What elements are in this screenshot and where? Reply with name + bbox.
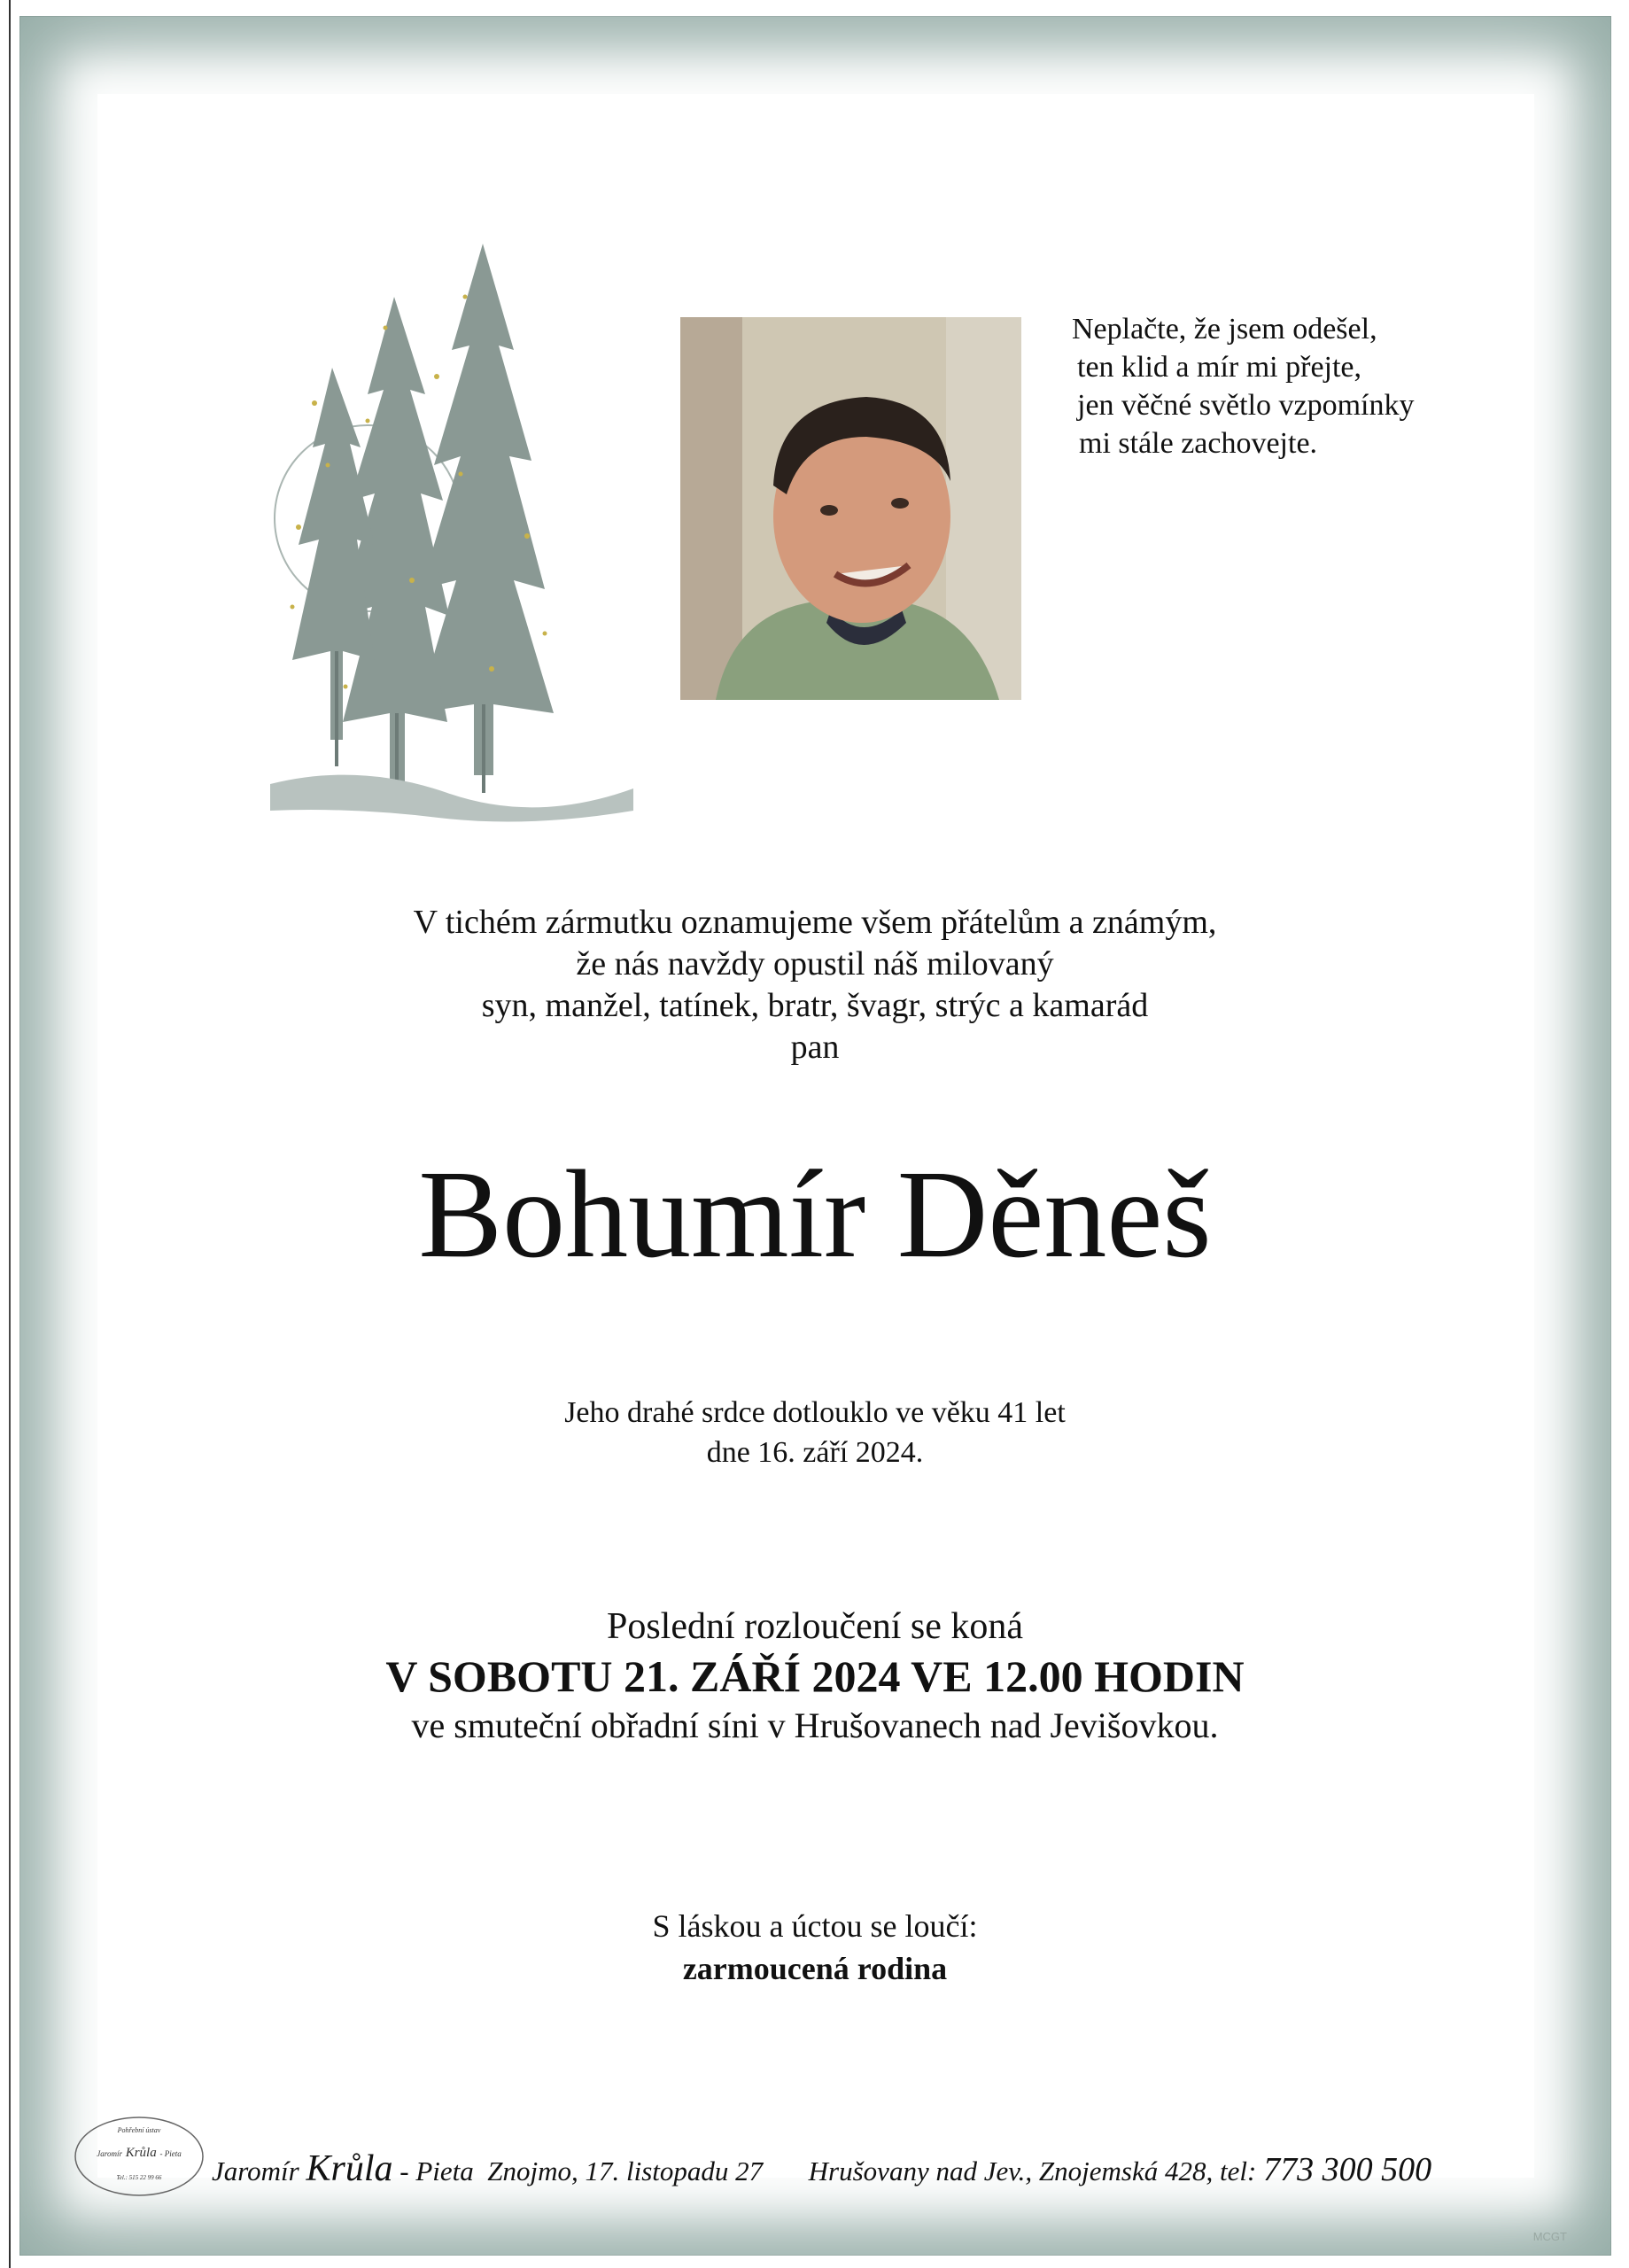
- funeral-info: [221, 1604, 1408, 1749]
- corner-code: MCGT: [1532, 2230, 1567, 2243]
- death-date-line: dne 16. září 2024.: [706, 1436, 924, 1469]
- deceased-name: Bohumír Děneš: [418, 1144, 1212, 1284]
- company-phone: 773 300 500: [1263, 2151, 1432, 2188]
- announcement-line: pan: [790, 1029, 840, 1066]
- announcement-line: V tichém zármutku oznamujeme všem přátelům a známým,: [413, 904, 1217, 941]
- announcement-line: syn, manžel, tatínek, bratr, švagr, strýc a kamarád: [481, 987, 1149, 1024]
- death-age-line: Jeho drahé srdce dotlouklo ve věku 41 let: [564, 1396, 1066, 1429]
- portrait-photo: [680, 317, 1021, 700]
- branch-address: Hrušovany nad Jev., Znojemská 428, tel:: [808, 2155, 1257, 2186]
- poem-line: Neplačte, že jsem odešel,: [1072, 313, 1377, 346]
- announcement-text: [266, 902, 1364, 1068]
- stamp-top-text: Pohřební ústav: [117, 2126, 161, 2134]
- family-signature: zarmoucená rodina: [682, 1951, 948, 1986]
- funeral-location: ve smuteční obřadní síni v Hrušovanech nad Jevišovkou.: [411, 1705, 1219, 1745]
- funeral-datetime: V SOBOTU 21. ZÁŘÍ 2024 VE 12.00 HODIN: [385, 1651, 1245, 1701]
- company-address: - Pieta Znojmo, 17. listopadu 27: [399, 2155, 764, 2186]
- stamp-bottom-text: Tel.: 515 22 99 66: [116, 2174, 162, 2181]
- poem-line: ten klid a mír mi přejte,: [1077, 351, 1362, 384]
- stamp-middle-text: Jaromír Krůla - Pieta: [97, 2146, 182, 2160]
- poem-line: jen věčné světlo vzpomínky: [1077, 389, 1415, 422]
- memorial-poem: [1072, 310, 1497, 462]
- company-brand: Krůla: [306, 2148, 393, 2189]
- farewell-line: S láskou a úctou se loučí:: [652, 1908, 978, 1944]
- announcement-line: že nás navždy opustil náš milovaný: [576, 945, 1054, 983]
- funeral-service-footer: [73, 2114, 1579, 2211]
- page-edge-line: [9, 0, 11, 2268]
- poem-line: mi stále zachovejte.: [1079, 427, 1318, 460]
- death-info: [266, 1393, 1364, 1472]
- pine-trees-icon: [261, 244, 642, 846]
- farewell: [266, 1905, 1364, 1990]
- funeral-intro: Poslední rozloučení se koná: [606, 1606, 1024, 1647]
- company-line: [212, 2148, 1431, 2190]
- company-owner: Jaromír: [212, 2155, 299, 2186]
- funeral-service-stamp: [73, 2114, 206, 2199]
